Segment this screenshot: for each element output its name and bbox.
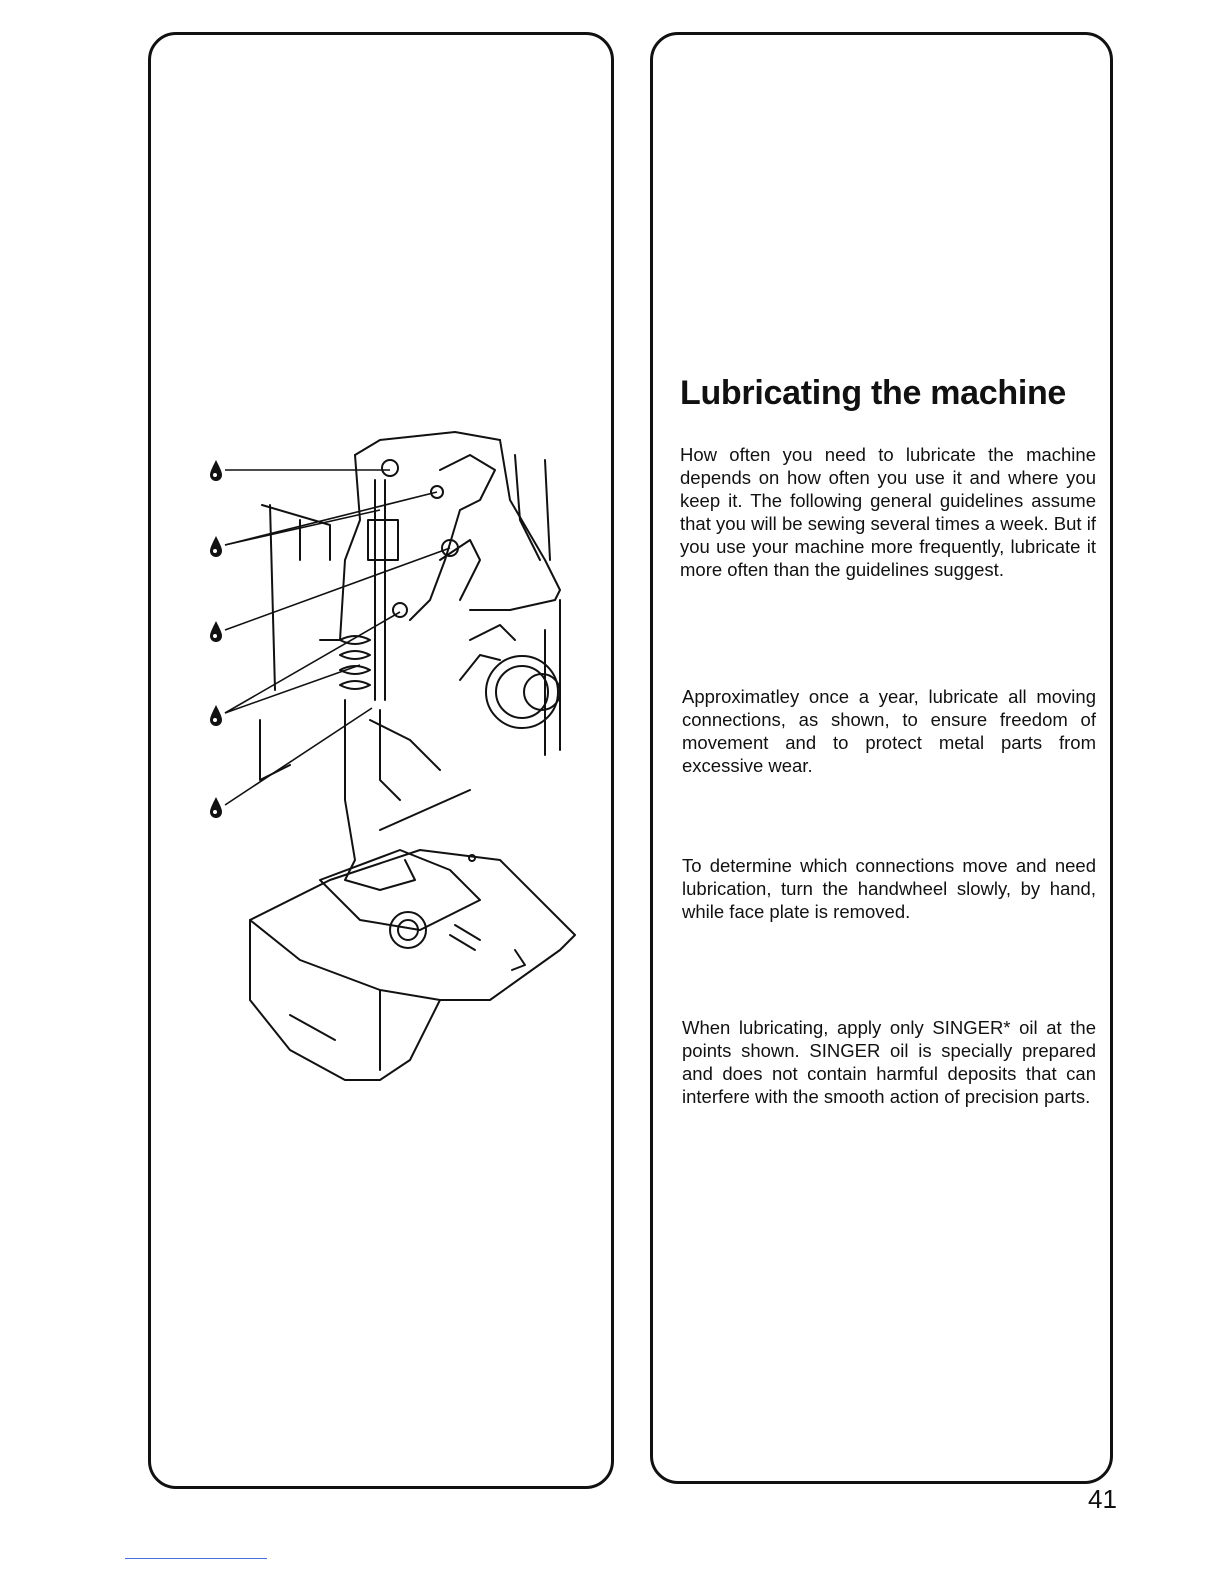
oil-drop-icon — [210, 460, 222, 818]
paragraph-oil-type: When lubricating, apply only SINGER* oil at the points shown. SINGER oil is specially prepared and does not contain harmful deposits that can interfere with the smooth action of precision parts. — [682, 1017, 1096, 1107]
paragraph-yearly: Approximatley once a year, lubricate all moving connections, as shown, to ensure freedom of movement and to protect metal parts from excessive wear. — [682, 686, 1096, 776]
paragraph-determine: To determine which connections move and need lubrication, turn the handwheel slowly, by hand, while face plate is removed. — [682, 855, 1096, 922]
paragraph-frequency: How often you need to lubricate the machine depends on how often you use it and where you keep it. The following general guidelines assume that you will be sewing several times a week. But if you use your machine more frequently, lubricate it more often than the guidelines suggest. — [680, 444, 1096, 580]
machine-lubrication-illustration — [200, 420, 580, 1090]
page-number: 41 — [1088, 1484, 1117, 1514]
footer-rule — [125, 1558, 267, 1559]
section-title: Lubricating the machine — [680, 374, 1067, 412]
